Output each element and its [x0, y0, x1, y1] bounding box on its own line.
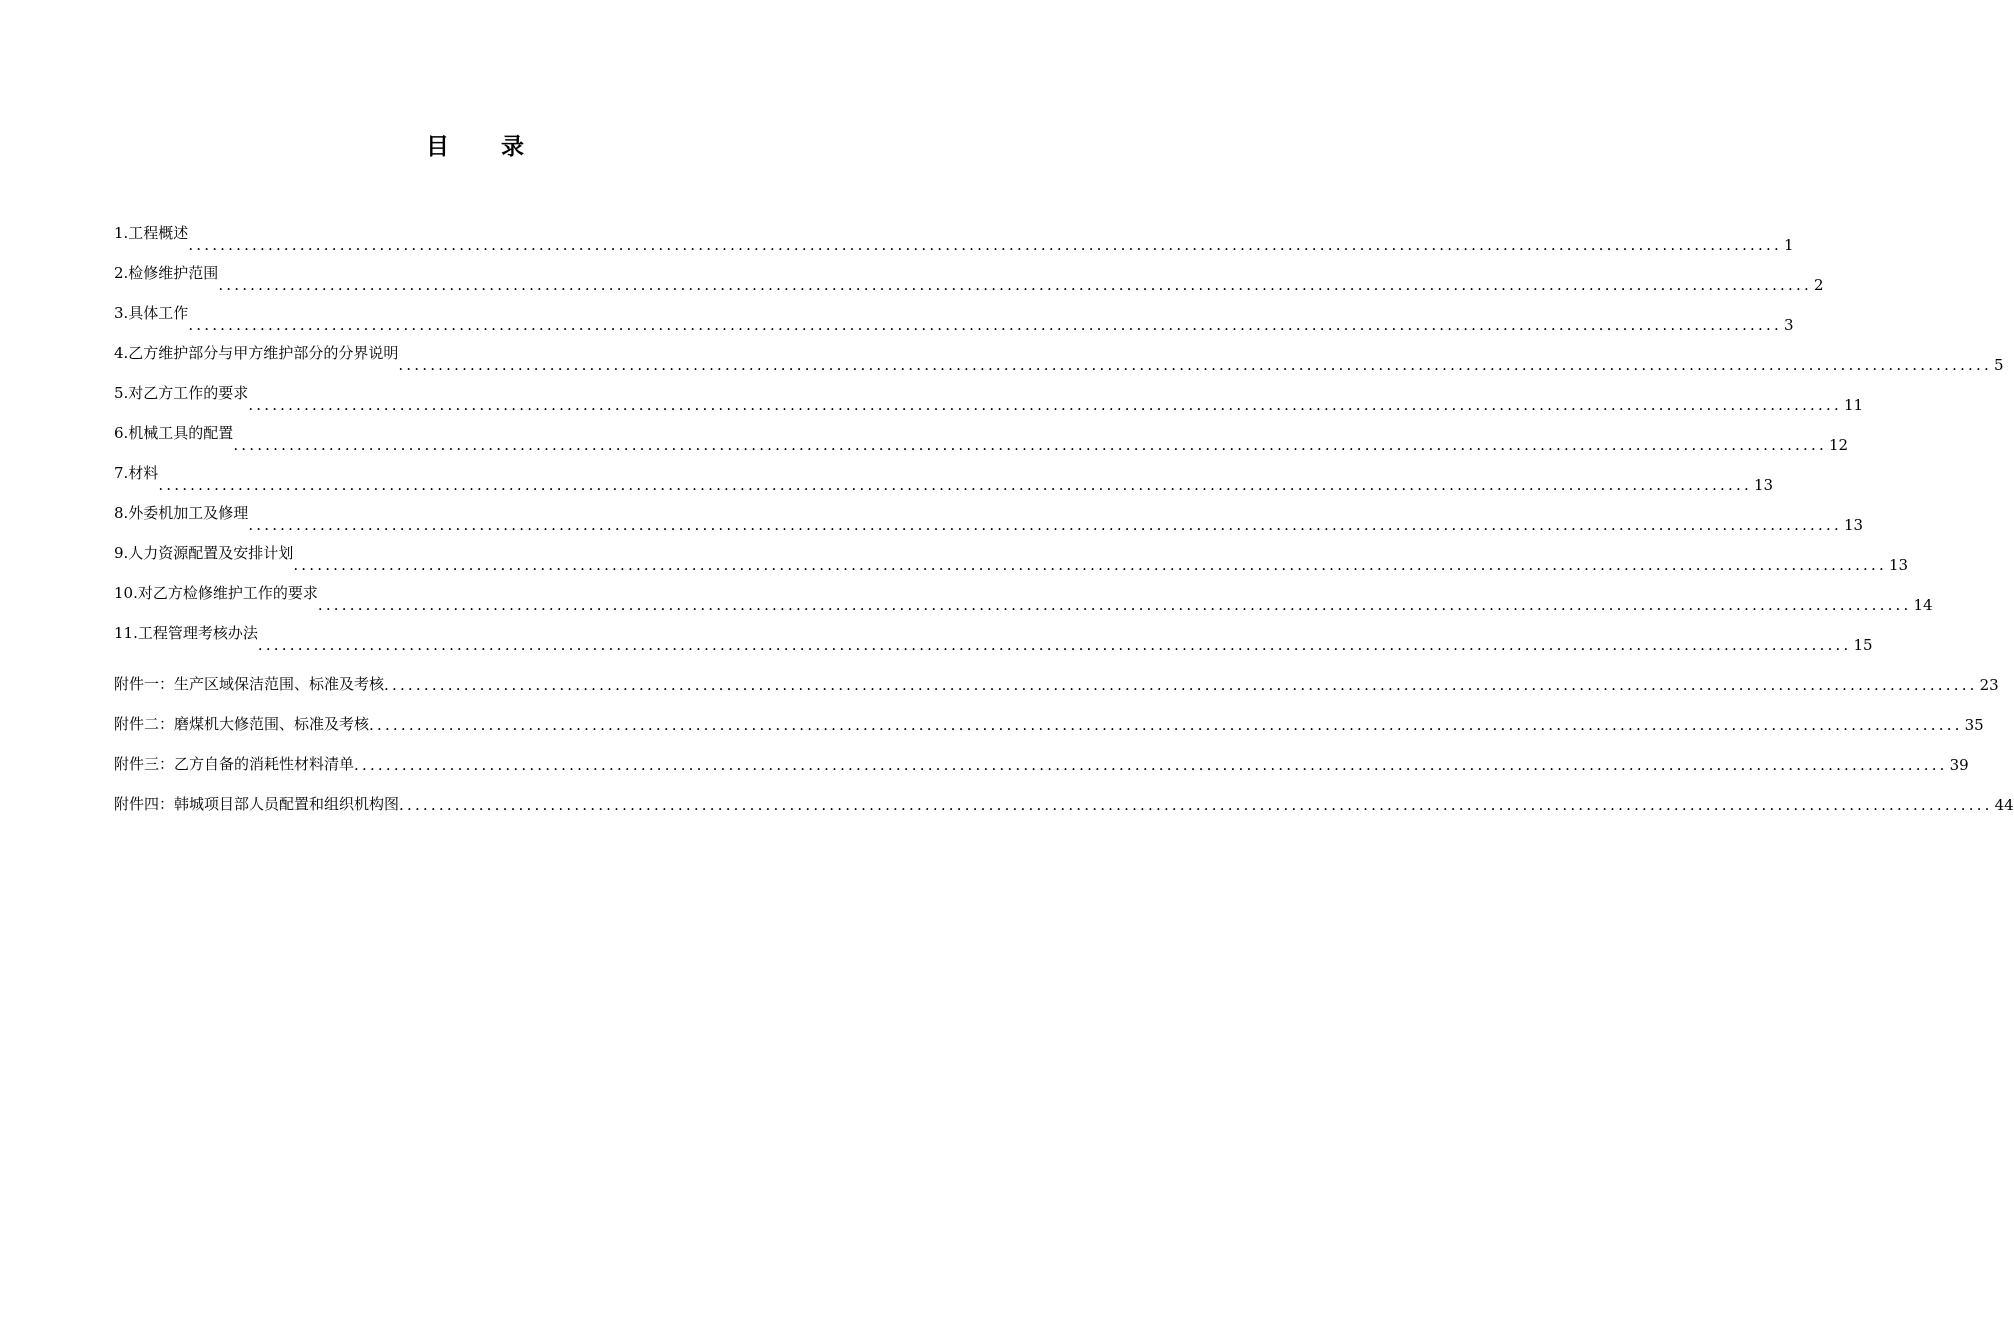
toc-page-number: 13: [1753, 476, 1774, 494]
toc-entry-label: 10.对乙方检修维护工作的要求: [114, 584, 318, 602]
toc-list: [114, 222, 2014, 822]
toc-entry-row: [114, 232, 1794, 254]
toc-entry[interactable]: [114, 222, 1794, 262]
toc-entry-label: 附件一：生产区域保洁范围、标准及考核: [114, 675, 385, 693]
toc-entry-label: 附件四：韩城项目部人员配置和组织机构图: [114, 795, 400, 813]
toc-entry-label: 2.检修维护范围: [114, 264, 219, 282]
toc-page-number: 1: [1783, 236, 1794, 254]
toc-leader-dots: ........................................................................................................................................................................................................: [369, 716, 1963, 734]
toc-page-number: 44: [1994, 796, 2014, 814]
toc-entry[interactable]: [114, 502, 1864, 542]
toc-leader-dots: ........................................................................................................................................................................................................: [399, 796, 1993, 814]
toc-appendix-entry[interactable]: [114, 782, 2014, 822]
toc-entry-row: [114, 792, 2014, 814]
toc-entry-label: 1.工程概述: [114, 224, 189, 242]
toc-leader-dots: ........................................................................................................................................................................................................: [233, 436, 1827, 454]
toc-page-number: 14: [1913, 596, 1933, 614]
toc-entry-label: 6.机械工具的配置: [114, 424, 234, 442]
toc-page-number: 3: [1783, 316, 1794, 334]
toc-page-number: 35: [1964, 716, 1984, 734]
toc-page-number: 39: [1949, 756, 1969, 774]
toc-entry[interactable]: [114, 382, 1864, 422]
toc-entry-label: 8.外委机加工及修理: [114, 504, 249, 522]
toc-leader-dots: ........................................................................................................................................................................................................: [248, 516, 1842, 534]
toc-entry[interactable]: [114, 422, 1849, 462]
toc-entry[interactable]: [114, 262, 1824, 302]
toc-entry-row: [114, 472, 1774, 494]
toc-entry[interactable]: [114, 622, 1873, 662]
toc-entry-row: [114, 272, 1824, 294]
toc-entry-label: 附件二：磨煤机大修范围、标准及考核: [114, 715, 370, 733]
toc-entry-label: 7.材料: [114, 464, 159, 482]
toc-page-number: 5: [1993, 356, 2004, 374]
toc-leader-dots: ........................................................................................................................................................................................................: [218, 276, 1812, 294]
toc-entry-label: 5.对乙方工作的要求: [114, 384, 249, 402]
toc-page-number: 11: [1843, 396, 1864, 414]
toc-leader-dots: ........................................................................................................................................................................................................: [317, 596, 1912, 614]
toc-page-number: 13: [1888, 556, 1909, 574]
toc-entry[interactable]: [114, 342, 2004, 382]
toc-leader-dots: ........................................................................................................................................................................................................: [188, 316, 1782, 334]
toc-page-number: 2: [1813, 276, 1824, 294]
toc-leader-dots: ........................................................................................................................................................................................................: [398, 356, 1992, 374]
toc-appendix-entry[interactable]: [114, 662, 1999, 702]
toc-appendix-entry[interactable]: [114, 742, 1969, 782]
toc-entry-label: 9.人力资源配置及安排计划: [114, 544, 294, 562]
toc-entry-label: 11.工程管理考核办法: [114, 624, 258, 642]
toc-leader-dots: ........................................................................................................................................................................................................: [293, 556, 1887, 574]
toc-leader-dots: ........................................................................................................................................................................................................: [248, 396, 1842, 414]
toc-appendix-entry[interactable]: [114, 702, 1984, 742]
toc-entry[interactable]: [114, 302, 1794, 342]
toc-entry-row: [114, 712, 1984, 734]
toc-entry-row: [114, 312, 1794, 334]
toc-page-number: 15: [1853, 636, 1873, 654]
toc-leader-dots: ........................................................................................................................................................................................................: [384, 676, 1978, 694]
toc-entry-row: [114, 752, 1969, 774]
toc-entry-row: [114, 672, 1999, 694]
toc-title: 目 录: [425, 133, 546, 160]
toc-leader-dots: ........................................................................................................................................................................................................: [158, 476, 1752, 494]
toc-leader-dots: ........................................................................................................................................................................................................: [188, 236, 1782, 254]
toc-page-number: 12: [1828, 436, 1849, 454]
toc-entry-label: 3.具体工作: [114, 304, 189, 322]
toc-entry-label: 附件三：乙方自备的消耗性材料清单: [114, 755, 355, 773]
toc-entry[interactable]: [114, 462, 1774, 502]
toc-entry[interactable]: [114, 542, 1909, 582]
toc-page-number: 13: [1843, 516, 1864, 534]
toc-entry-label: 4.乙方维护部分与甲方维护部分的分界说明: [114, 344, 399, 362]
toc-page-number: 23: [1979, 676, 1999, 694]
toc-leader-dots: ........................................................................................................................................................................................................: [354, 756, 1948, 774]
toc-leader-dots: ........................................................................................................................................................................................................: [257, 636, 1852, 654]
toc-entry[interactable]: [114, 582, 1933, 622]
